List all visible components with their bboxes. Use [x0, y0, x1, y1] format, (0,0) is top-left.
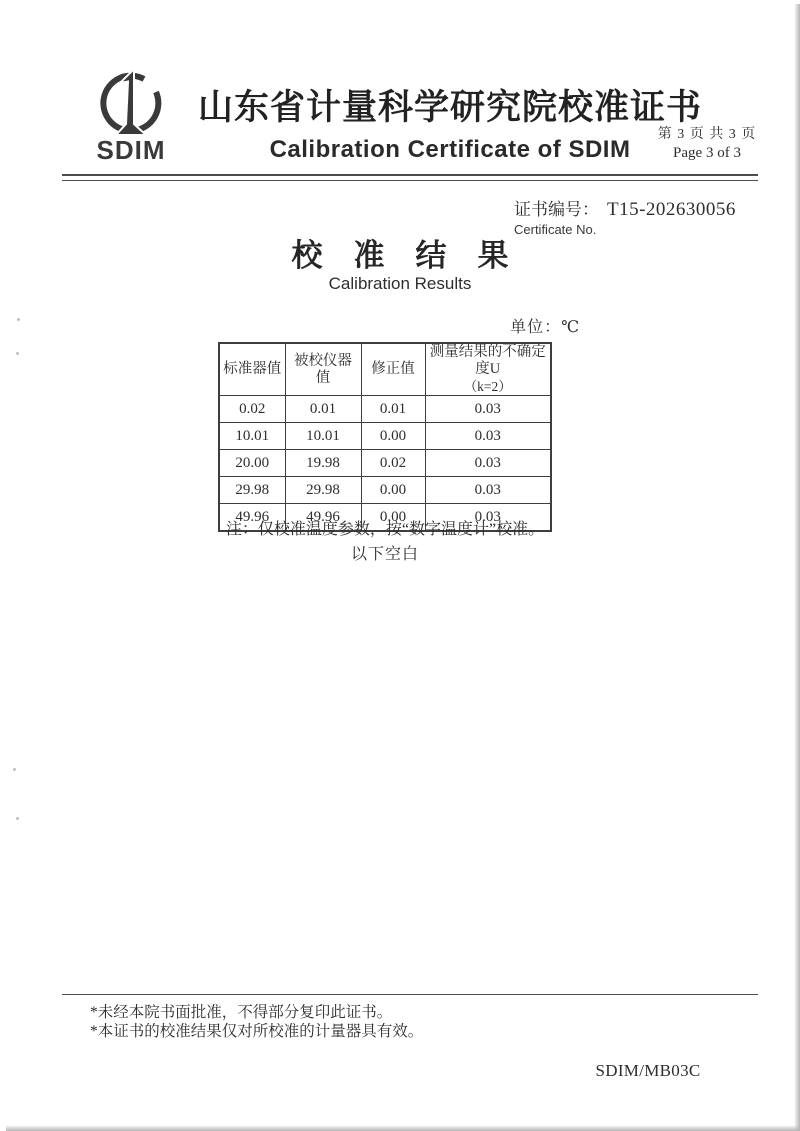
page-edge-shadow-right — [794, 4, 800, 1131]
cell-correction: 0.01 — [361, 396, 425, 423]
sdim-logo-icon — [76, 64, 186, 164]
document-code: SDIM/MB03C — [595, 1061, 701, 1080]
cell-instrument: 19.98 — [285, 450, 361, 477]
cell-uncertainty: 0.03 — [425, 504, 551, 532]
section-heading-en: Calibration Results — [328, 274, 472, 293]
certificate-title-zh: 山东省计量科学研究院校准证书 — [197, 88, 702, 127]
cell-standard: 20.00 — [219, 450, 285, 477]
cell-standard: 10.01 — [219, 423, 285, 450]
scan-speck — [13, 768, 16, 771]
certificate-number-label-zh: 证书编号： — [514, 200, 599, 219]
cell-correction: 0.00 — [361, 477, 425, 504]
footer-divider — [62, 994, 758, 995]
table-row — [219, 450, 551, 477]
blank-below-note: 以下空白 — [350, 546, 419, 563]
table-row — [219, 396, 551, 423]
certificate-number-label-en: Certificate No. — [514, 222, 597, 237]
certificate-title-en: Calibration Certificate of SDIM — [269, 136, 631, 163]
table-header-row — [219, 343, 551, 396]
cell-instrument: 0.01 — [285, 396, 361, 423]
section-heading-zh: 校 准 结 果 — [291, 238, 509, 273]
col-header-instrument-value: 被校仪器值 — [285, 343, 361, 396]
scan-speck — [16, 352, 19, 355]
unit-label: 单位：℃ — [510, 319, 580, 336]
scan-speck — [17, 318, 20, 321]
cell-standard: 29.98 — [219, 477, 285, 504]
col-header-correction: 修正值 — [361, 343, 425, 396]
page-number-en: Page 3 of 3 — [673, 145, 741, 161]
footer-note-line1: *未经本院书面批准，不得部分复印此证书。 — [90, 1004, 393, 1021]
page-number-zh: 第 3 页 共 3 页 — [657, 127, 757, 142]
calibration-note: 注：仅校准温度参数，按“数字温度计”校准。 — [225, 521, 545, 538]
calibration-results-table — [218, 342, 552, 532]
cell-uncertainty: 0.03 — [425, 423, 551, 450]
scan-speck — [16, 817, 19, 820]
table-row — [219, 423, 551, 450]
cell-instrument: 49.96 — [285, 504, 361, 532]
cell-uncertainty: 0.03 — [425, 477, 551, 504]
cell-instrument: 10.01 — [285, 423, 361, 450]
cell-standard: 0.02 — [219, 396, 285, 423]
cell-correction: 0.00 — [361, 504, 425, 532]
cell-instrument: 29.98 — [285, 477, 361, 504]
cell-correction: 0.00 — [361, 423, 425, 450]
cell-standard: 49.96 — [219, 504, 285, 532]
uncertainty-label-line2: （k=2） — [463, 379, 512, 394]
cell-correction: 0.02 — [361, 450, 425, 477]
page-number-block — [632, 126, 782, 162]
footer-note-line2: *本证书的校准结果仅对所校准的计量器具有效。 — [90, 1023, 424, 1040]
cell-uncertainty: 0.03 — [425, 396, 551, 423]
table-row — [219, 477, 551, 504]
cell-uncertainty: 0.03 — [425, 450, 551, 477]
col-header-uncertainty — [425, 343, 551, 396]
col-header-standard-value: 标准器值 — [219, 343, 285, 396]
page-edge-shadow-bottom — [6, 1125, 800, 1131]
uncertainty-label-line1: 测量结果的不确定度U — [429, 344, 546, 377]
header-divider — [62, 174, 758, 181]
logo-text: SDIM — [96, 135, 166, 164]
footer-notes — [90, 1003, 423, 1041]
certificate-number-value: T15-202630056 — [607, 199, 736, 220]
